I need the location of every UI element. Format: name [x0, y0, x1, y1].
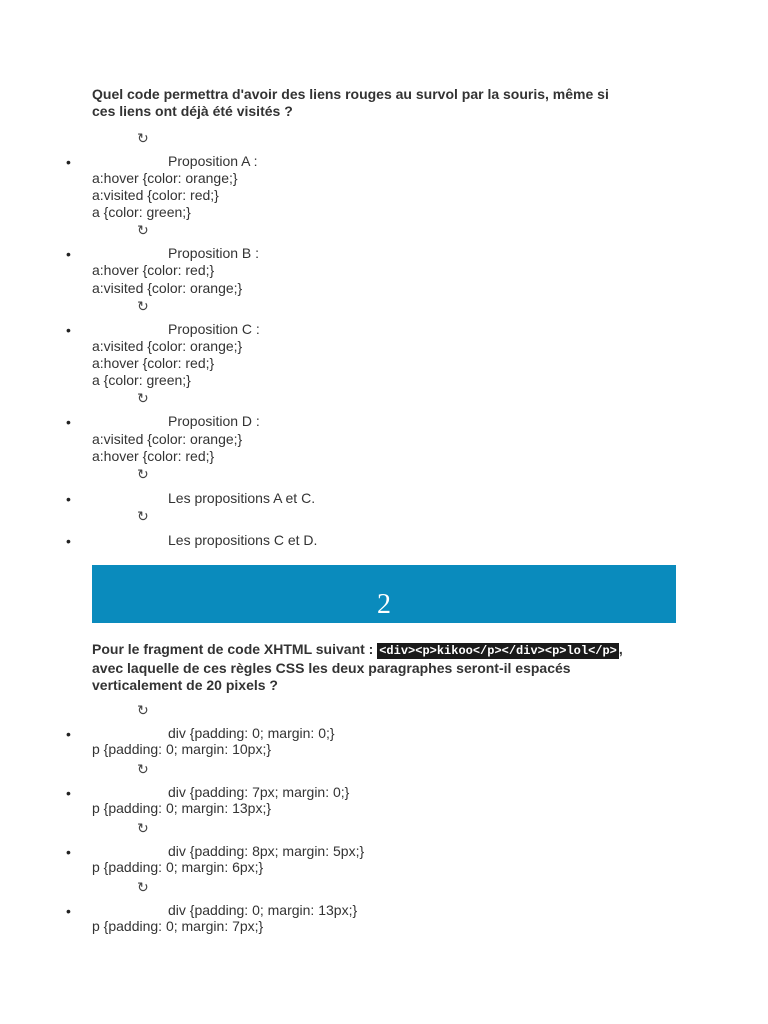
question-2-prefix: Pour le fragment de code XHTML suivant :: [92, 641, 378, 657]
option-d-title: Proposition D :: [168, 413, 260, 429]
question-1-line-2: ces liens ont déjà été visités ?: [92, 103, 293, 119]
option-c-line-3: a {color: green;}: [92, 372, 191, 388]
bullet-dot: •: [66, 844, 71, 860]
radio-icon[interactable]: ↻: [137, 702, 149, 718]
option-c-line-2: a:hover {color: red;}: [92, 355, 215, 371]
option-c-line-1: a:visited {color: orange;}: [92, 338, 243, 354]
q2-option-4-line: p {padding: 0; margin: 7px;}: [92, 918, 264, 934]
bullet-dot: •: [66, 491, 71, 507]
section-number: 2: [377, 589, 391, 620]
option-b-line-2: a:visited {color: orange;}: [92, 280, 243, 296]
q2-option-3-line: p {padding: 0; margin: 6px;}: [92, 859, 264, 875]
question-2: [92, 641, 682, 694]
option-d-line-2: a:hover {color: red;}: [92, 448, 215, 464]
bullet-dot: •: [66, 154, 71, 170]
radio-icon[interactable]: ↻: [137, 298, 149, 314]
option-b-line-1: a:hover {color: red;}: [92, 262, 215, 278]
bullet-dot: •: [66, 246, 71, 262]
inline-code-snippet: <div><p>kikoo</p></div><p>lol</p>: [379, 644, 617, 658]
question-2-line-2: avec laquelle de ces règles CSS les deux paragraphes seront-il espacés: [92, 660, 571, 676]
bullet-dot: •: [66, 903, 71, 919]
radio-icon[interactable]: ↻: [137, 879, 149, 895]
option-a-title: Proposition A :: [168, 153, 258, 169]
question-2-line-3: verticalement de 20 pixels ?: [92, 677, 278, 693]
radio-icon[interactable]: ↻: [137, 761, 149, 777]
option-c-d-title: Les propositions C et D.: [168, 532, 318, 548]
radio-icon[interactable]: ↻: [137, 222, 149, 238]
bullet-dot: •: [66, 322, 71, 338]
radio-icon[interactable]: ↻: [137, 130, 149, 146]
bullet-dot: •: [66, 533, 71, 549]
bullet-dot: •: [66, 414, 71, 430]
radio-icon[interactable]: ↻: [137, 508, 149, 524]
radio-icon[interactable]: ↻: [137, 466, 149, 482]
q2-option-2-title: div {padding: 7px; margin: 0;}: [168, 784, 350, 800]
option-b-title: Proposition B :: [168, 245, 260, 261]
radio-icon[interactable]: ↻: [137, 820, 149, 836]
radio-icon[interactable]: ↻: [137, 390, 149, 406]
section-banner: [92, 565, 676, 623]
q2-option-3-title: div {padding: 8px; margin: 5px;}: [168, 843, 365, 859]
question-1-line-1: Quel code permettra d'avoir des liens rouges au survol par la souris, même si: [92, 86, 609, 102]
question-2-suffix: ,: [618, 641, 623, 657]
option-a-c-title: Les propositions A et C.: [168, 490, 316, 506]
bullet-dot: •: [66, 726, 71, 742]
question-2-line-1: [92, 641, 682, 660]
option-d-line-1: a:visited {color: orange;}: [92, 431, 243, 447]
option-a-line-3: a {color: green;}: [92, 204, 191, 220]
q2-option-1-title: div {padding: 0; margin: 0;}: [168, 725, 335, 741]
option-a-line-1: a:hover {color: orange;}: [92, 170, 238, 186]
q2-option-2-line: p {padding: 0; margin: 13px;}: [92, 800, 272, 816]
q2-option-1-line: p {padding: 0; margin: 10px;}: [92, 741, 272, 757]
q2-option-4-title: div {padding: 0; margin: 13px;}: [168, 902, 358, 918]
option-c-title: Proposition C :: [168, 321, 260, 337]
option-a-line-2: a:visited {color: red;}: [92, 187, 219, 203]
question-1: [92, 86, 682, 120]
bullet-dot: •: [66, 785, 71, 801]
